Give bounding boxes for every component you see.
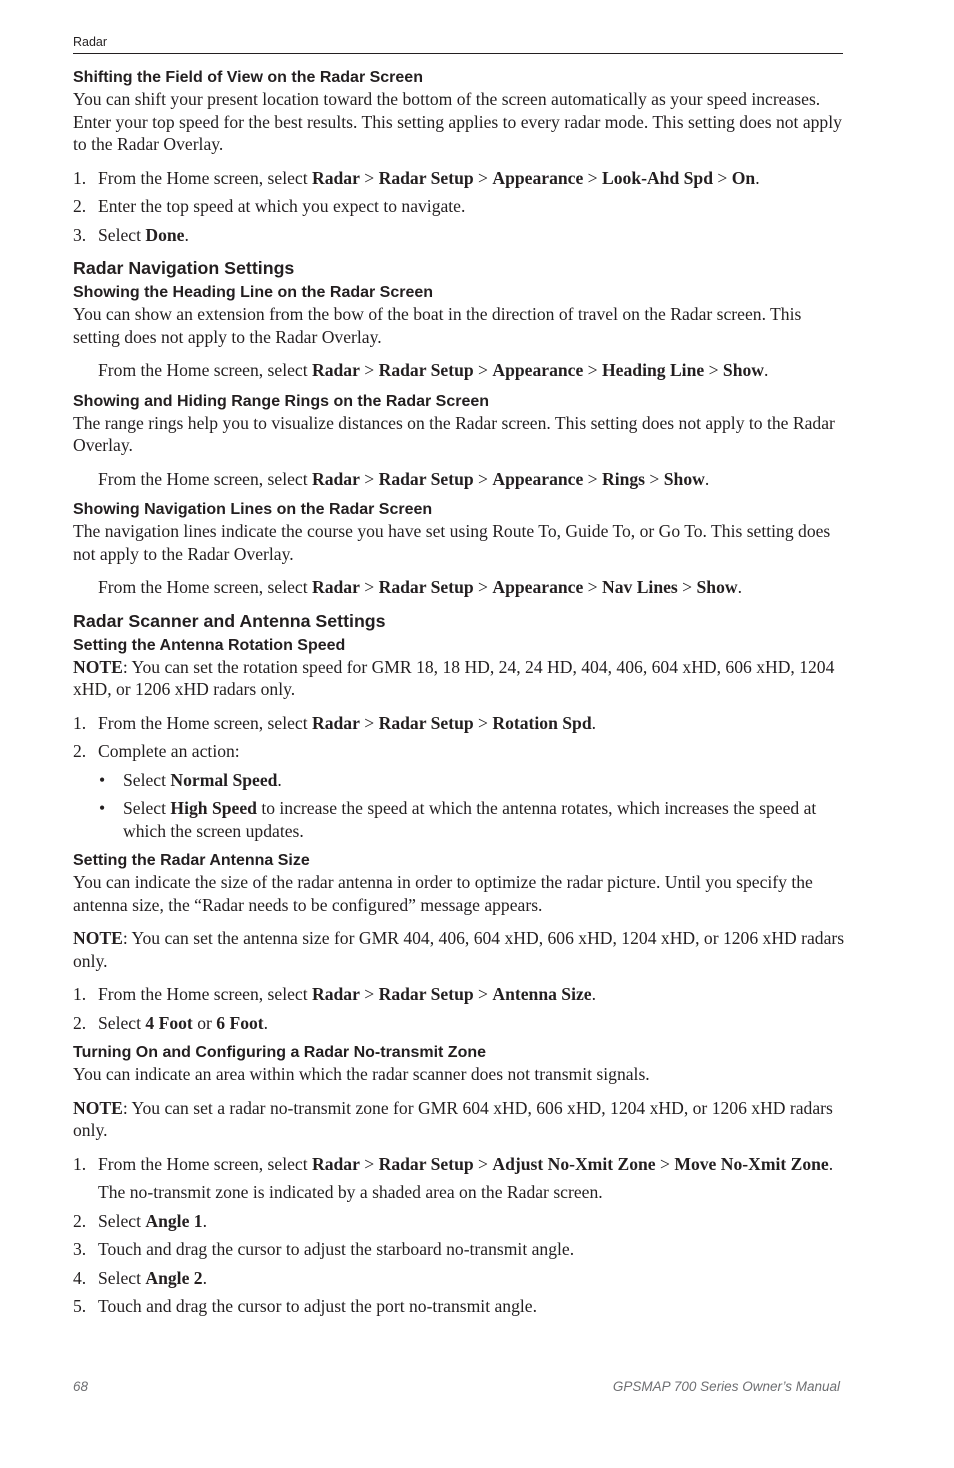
step-item: 3. Touch and drag the cursor to adjust the starboard no-transmit angle. <box>73 1239 575 1259</box>
ui-term: Move No-Xmit Zone <box>674 1153 829 1174</box>
ui-term: Angle 1 <box>145 1210 203 1231</box>
step-number: 2. <box>73 196 87 216</box>
ui-term: Adjust No-Xmit Zone <box>492 1153 656 1174</box>
page-number: 68 <box>73 1379 89 1394</box>
step-item: 4. Select Angle 2. <box>73 1267 207 1288</box>
instruction: From the Home screen, select Radar > Radar Setup > Appearance > Rings > Show. <box>98 468 710 489</box>
step-number: 2. <box>73 1210 87 1231</box>
paragraph: You can indicate the size of the radar antenna in order to optimize the radar picture. Until you specify the antenna size, the “Radar needs to be configured” message appears. <box>73 872 813 915</box>
ui-term: Radar Setup <box>378 577 474 597</box>
ui-term: Show <box>722 360 764 380</box>
step-item: 2. Select Angle 1. <box>73 1210 207 1231</box>
ui-term: Radar Setup <box>378 712 474 733</box>
subsection-title: Setting the Antenna Rotation Speed <box>73 636 346 654</box>
ui-term: Angle 2 <box>145 1267 203 1288</box>
note-paragraph: NOTE: You can set the antenna size for GMR 404, 406, 604 xHD, 606 xHD, 1204 xHD, or 1206 xHD radars only. <box>73 928 845 971</box>
ui-term: Normal Speed <box>170 769 278 790</box>
ui-term: Show <box>696 577 738 597</box>
step-number: 4. <box>73 1267 87 1288</box>
note-label: NOTE <box>73 1097 123 1118</box>
subsection-title: Showing and Hiding Range Rings on the Radar Screen <box>73 392 490 410</box>
ui-term: Nav Lines <box>602 577 678 597</box>
subsection-title: Setting the Radar Antenna Size <box>73 852 310 869</box>
ui-term: 6 Foot <box>216 1012 264 1033</box>
ui-term: Radar Setup <box>378 984 474 1004</box>
ui-term: Look-Ahd Spd <box>602 167 714 188</box>
step-note: The no-transmit zone is indicated by a shaded area on the Radar screen. <box>98 1182 603 1202</box>
subsection-title: Showing the Heading Line on the Radar Screen <box>73 284 434 301</box>
step-item: 1. From the Home screen, select Radar > Radar Setup > Antenna Size. <box>73 984 596 1004</box>
step-item: 5. Touch and drag the cursor to adjust the port no-transmit angle. <box>73 1296 537 1316</box>
ui-term: Radar Setup <box>378 360 474 380</box>
step-item: 2. Complete an action: <box>73 741 240 761</box>
ui-term: Antenna Size <box>492 984 592 1004</box>
ui-term: Appearance <box>492 577 584 597</box>
note-label: NOTE <box>73 928 123 948</box>
section-title: Radar Scanner and Antenna Settings <box>73 610 386 631</box>
step-item: 2. Select 4 Foot or 6 Foot. <box>73 1012 269 1033</box>
ui-term: Done <box>145 224 185 245</box>
ui-term: Radar <box>312 167 360 188</box>
section-shifting-field-of-view <box>73 68 845 246</box>
step-item: 1. From the Home screen, select Radar > Radar Setup > Adjust No-Xmit Zone > Move No-Xmit Zone. <box>73 1153 834 1174</box>
header-section-label: Radar <box>73 35 108 49</box>
paragraph: The range rings help you to visualize distances on the Radar screen. This setting does not apply to the Radar Overlay. <box>73 412 835 455</box>
step-item: 1. From the Home screen, select Radar > Radar Setup > Rotation Spd. <box>73 712 597 733</box>
note-paragraph: NOTE: You can set the rotation speed for GMR 18, 18 HD, 24, 24 HD, 404, 406, 604 xHD, 606 xHD, 1204 xHD, or 1206 xHD radars only. <box>73 656 835 699</box>
ui-term: On <box>731 167 756 188</box>
ui-term: Radar <box>312 984 360 1004</box>
section-title: Radar Navigation Settings <box>73 258 295 278</box>
section-radar-navigation-settings <box>73 257 845 599</box>
ui-term: Appearance <box>492 360 584 380</box>
step-number: 1. <box>73 1153 87 1174</box>
step-item: 1. From the Home screen, select Radar > Radar Setup > Appearance > Look-Ahd Spd > On. <box>73 167 760 188</box>
ui-term: Radar <box>312 712 360 733</box>
paragraph: You can show an extension from the bow of the boat in the direction of travel on the Radar screen. This setting does not apply to the Radar Overlay. <box>73 304 802 347</box>
step-number: 1. <box>73 167 87 188</box>
ui-term: Appearance <box>492 167 584 188</box>
ui-term: Radar <box>312 577 360 597</box>
note-label: NOTE <box>73 656 123 677</box>
paragraph: You can indicate an area within which the radar scanner does not transmit signals. <box>73 1064 650 1084</box>
step-number: 3. <box>73 224 87 245</box>
bullet-item: • Select Normal Speed. <box>99 769 282 790</box>
step-number: 1. <box>73 984 87 1004</box>
ui-term: Radar Setup <box>378 1153 474 1174</box>
paragraph: You can shift your present location toward the bottom of the screen automatically as your speed increases. Enter your top speed for the best results. This setting applies to every radar mode. This setting does not apply to the Radar Overlay. <box>73 89 842 154</box>
section-radar-scanner-antenna-settings <box>73 610 845 1318</box>
step-number: 2. <box>73 1012 87 1033</box>
ui-term: Rings <box>602 468 646 489</box>
note-paragraph: NOTE: You can set a radar no-transmit zone for GMR 604 xHD, 606 xHD, 1204 xHD, or 1206 xHD radars only. <box>73 1097 833 1140</box>
instruction: From the Home screen, select Radar > Radar Setup > Appearance > Nav Lines > Show. <box>98 577 742 597</box>
paragraph: The navigation lines indicate the course you have set using Route To, Guide To, or Go To. This setting does not apply to the Radar Overlay. <box>73 521 831 564</box>
ui-term: Show <box>663 468 705 489</box>
ui-term: Rotation Spd <box>492 712 592 733</box>
step-item: 3. Select Done. <box>73 224 189 245</box>
step-number: 3. <box>73 1239 87 1259</box>
ui-term: Radar <box>312 360 360 380</box>
header-divider <box>73 53 843 54</box>
ui-term: High Speed <box>170 798 257 818</box>
ui-term: Radar Setup <box>378 167 474 188</box>
bullet-icon: • <box>99 769 106 790</box>
step-number: 2. <box>73 741 87 761</box>
ui-term: Radar <box>312 468 360 489</box>
ui-term: Radar <box>312 1153 360 1174</box>
manual-title: GPSMAP 700 Series Owner’s Manual <box>612 1379 840 1394</box>
ui-term: Radar Setup <box>378 468 474 489</box>
subsection-title: Shifting the Field of View on the Radar Screen <box>73 69 423 86</box>
ui-term: Appearance <box>492 468 584 489</box>
bullet-icon: • <box>99 798 106 818</box>
ui-term: Heading Line <box>602 360 705 380</box>
step-number: 5. <box>73 1296 87 1316</box>
ui-term: 4 Foot <box>145 1012 193 1033</box>
subsection-title: Turning On and Configuring a Radar No-transmit Zone <box>73 1044 487 1061</box>
instruction: From the Home screen, select Radar > Radar Setup > Appearance > Heading Line > Show. <box>98 360 769 380</box>
step-item: 2. Enter the top speed at which you expect to navigate. <box>73 196 466 216</box>
subsection-title: Showing Navigation Lines on the Radar Screen <box>73 501 433 518</box>
step-number: 1. <box>73 712 87 733</box>
bullet-item: • Select High Speed to increase the speed at which the antenna rotates, which increases the speed at which the screen updates. <box>99 798 817 841</box>
page-body <box>73 68 845 1318</box>
